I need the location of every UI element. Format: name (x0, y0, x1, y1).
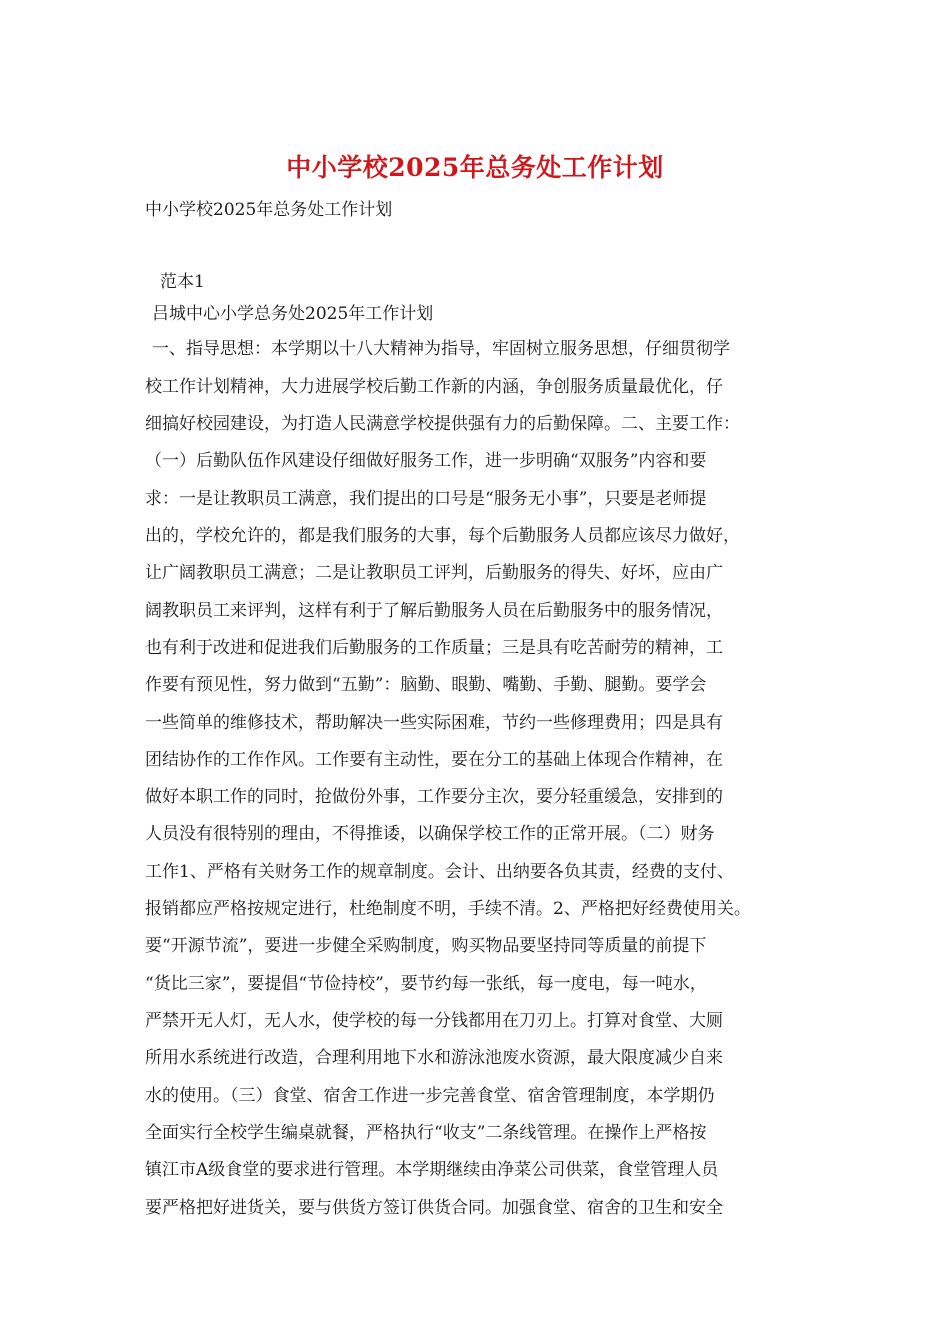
body-line: （一）后勤队伍作风建设仔细做好服务工作，进一步明确“双服务”内容和要 (145, 451, 707, 471)
body-line: “货比三家”，要提倡“节俭持校”，要节约每一张纸，每一度电，每一吨水， (145, 974, 707, 994)
body-line: 阔教职员工来评判，这样有利于了解后勤服务人员在后勤服务中的服务情况， (145, 601, 723, 621)
body-line: 一、指导思想：本学期以十八大精神为指导，牢固树立服务思想，仔细贯彻学 (152, 339, 730, 359)
body-line: 让广阔教职员工满意；二是让教职员工评判，后勤服务的得失、好坏，应由广 (145, 563, 723, 583)
body-line: 作要有预见性，努力做到“五勤”：脑勤、眼勤、嘴勤、手勤、腿勤。要学会 (145, 675, 707, 695)
body-line: 细搞好校园建设，为打造人民满意学校提供强有力的后勤保障。二、主要工作： (145, 414, 740, 434)
body-line: 报销都应严格按规定进行，杜绝制度不明，手续不清。2、严格把好经费使用关。 (145, 899, 751, 919)
body-line: 做好本职工作的同时，抢做份外事，工作要分主次，要分轻重缓急，安排到的 (145, 787, 723, 807)
plan-title: 吕城中心小学总务处2025年工作计划 (152, 304, 434, 324)
body-line: 一些简单的维修技术，帮助解决一些实际困难，节约一些修理费用；四是具有 (145, 713, 723, 733)
body-line: 工作1、严格有关财务工作的规章制度。会计、出纳要各负其责，经费的支付、 (145, 862, 734, 882)
document-title: 中小学校2025年总务处工作计划 (286, 153, 664, 182)
sample-label: 范本1 (160, 272, 205, 292)
body-line: 要“开源节流”，要进一步健全采购制度，购买物品要坚持同等质量的前提下 (145, 936, 707, 956)
body-line: 人员没有很特别的理由，不得推诿，以确保学校工作的正常开展。（二）财务 (145, 824, 715, 844)
body-line: 全面实行全校学生编桌就餐，严格执行“收支”二条线管理。在操作上严格按 (145, 1123, 707, 1143)
body-line: 校工作计划精神，大力进展学校后勤工作新的内涵，争创服务质量最优化，仔 (145, 377, 723, 397)
document-subtitle: 中小学校2025年总务处工作计划 (145, 200, 393, 220)
body-line: 严禁开无人灯，无人水，使学校的每一分钱都用在刀刃上。打算对食堂、大厕 (145, 1011, 723, 1031)
body-line: 出的，学校允许的，都是我们服务的大事，每个后勤服务人员都应该尽力做好， (145, 526, 740, 546)
body-line: 也有利于改进和促进我们后勤服务的工作质量；三是具有吃苦耐劳的精神，工 (145, 638, 723, 658)
body-line: 求：一是让教职员工满意，我们提出的口号是“服务无小事”，只要是老师提 (145, 489, 707, 509)
body-line: 团结协作的工作作风。工作要有主动性，要在分工的基础上体现合作精神，在 (145, 750, 723, 770)
body-line: 水的使用。（三）食堂、宿舍工作进一步完善食堂、宿舍管理制度，本学期仍 (145, 1086, 715, 1106)
body-line: 所用水系统进行改造，合理利用地下水和游泳池废水资源，最大限度减少自来 (145, 1048, 723, 1068)
body-line: 要严格把好进货关，要与供货方签订供货合同。加强食堂、宿舍的卫生和安全 (145, 1198, 723, 1218)
body-line: 镇江市A级食堂的要求进行管理。本学期继续由净菜公司供菜，食堂管理人员 (145, 1160, 719, 1180)
